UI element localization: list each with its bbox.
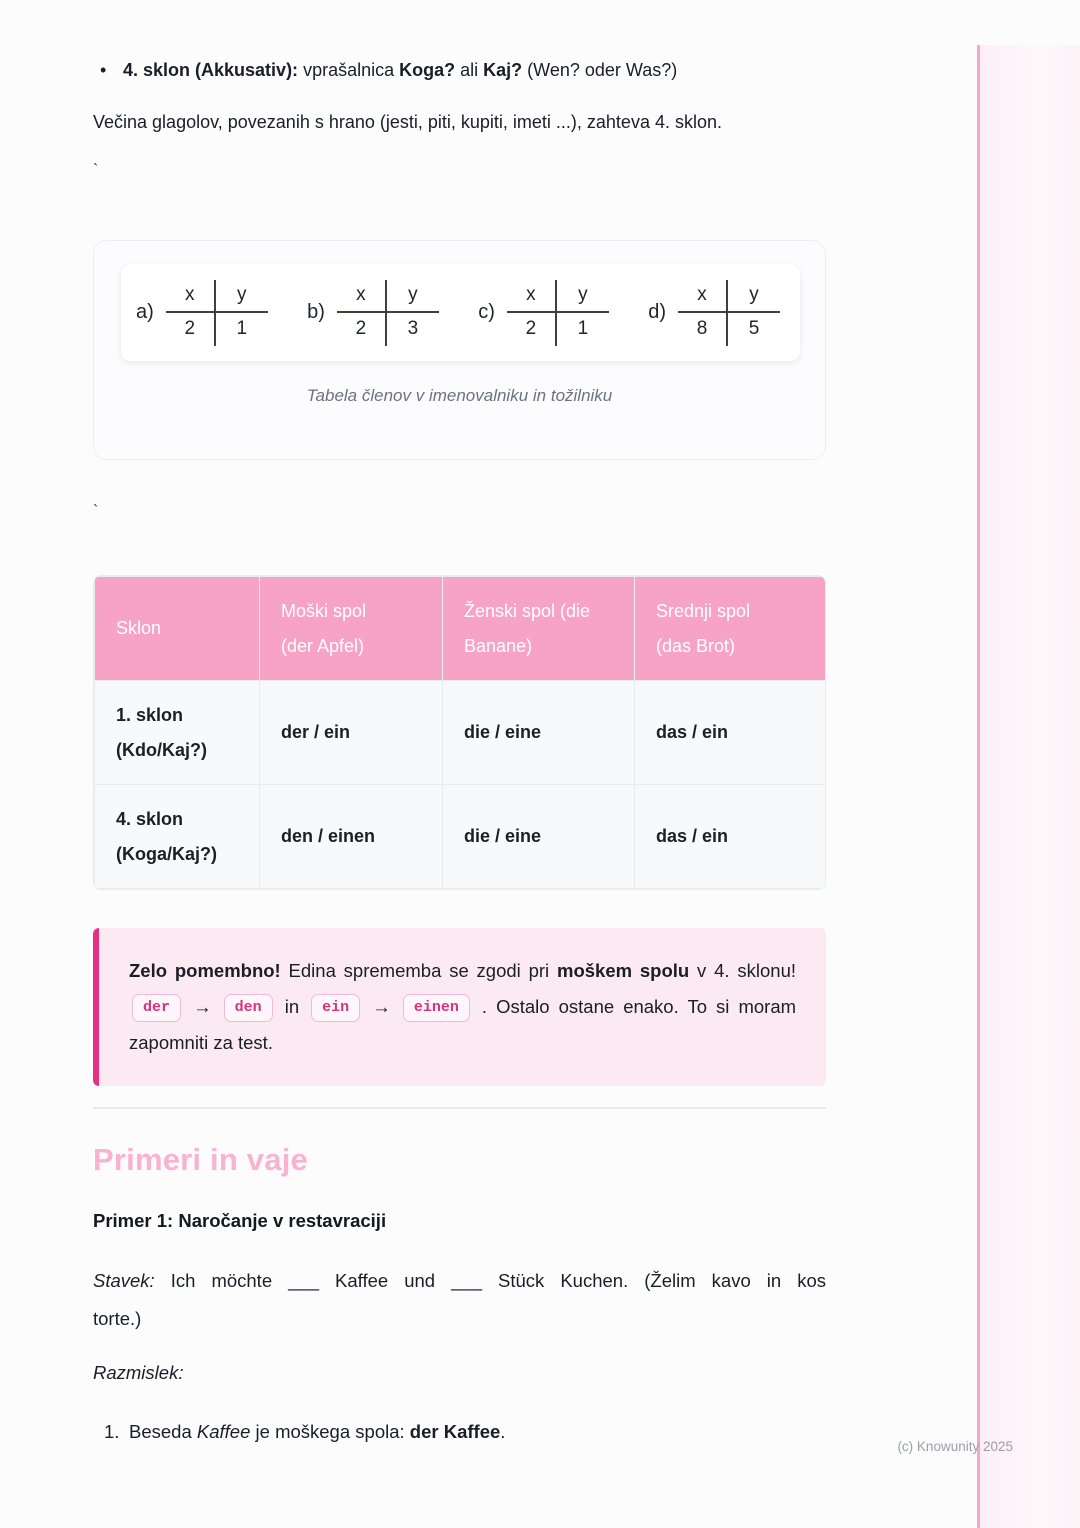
fraction-item-b	[307, 280, 439, 346]
arrow-right-icon: →	[372, 996, 391, 1017]
fraction-label: b)	[307, 301, 325, 323]
declension-table	[93, 575, 826, 890]
fraction-table	[678, 280, 780, 346]
arrow-right-icon: →	[193, 996, 212, 1017]
text-segment: . Ostalo ostane enako. To si moram zapomniti za test.	[129, 996, 797, 1053]
fraction-item-c	[478, 280, 609, 346]
header-cell-feminine	[443, 577, 635, 681]
fraction-cell: y	[387, 280, 439, 313]
sentence-label: Stavek:	[93, 1270, 155, 1291]
fraction-strip	[121, 264, 800, 361]
fraction-cell: 1	[577, 318, 589, 339]
callout-emphasis: moškem spolu	[557, 960, 690, 981]
stray-backtick: `	[93, 162, 99, 179]
fraction-cell: 2	[337, 313, 387, 346]
row-label-line: 4. sklon	[116, 808, 184, 829]
header-line: (der Apfel)	[281, 635, 365, 656]
sentence-line	[93, 1262, 826, 1300]
table-row	[95, 785, 827, 889]
table-cell: die / eine	[443, 785, 635, 889]
text-segment: .	[500, 1421, 506, 1442]
example-sentence	[93, 1262, 826, 1338]
question-word-kaj: Kaj?	[483, 60, 523, 80]
fraction-cell: x	[337, 280, 387, 313]
table-cell: die / eine	[443, 681, 635, 785]
fraction-cell: 2	[507, 313, 557, 346]
row-label-line: (Kdo/Kaj?)	[116, 739, 207, 760]
page-edge-band	[980, 45, 1080, 1528]
header-line: Sklon	[116, 618, 162, 638]
inline-code-den: den	[224, 994, 273, 1022]
header-cell-neuter	[635, 577, 827, 681]
fraction-cell: 8	[678, 313, 728, 346]
sentence-line: torte.)	[93, 1308, 142, 1329]
fraction-cell: y	[216, 280, 268, 313]
intro-bullet-item	[100, 56, 826, 84]
thought-label: Razmislek:	[93, 1362, 184, 1383]
header-line: (das Brot)	[656, 635, 736, 656]
fraction-cell: y	[557, 280, 609, 313]
fraction-label: d)	[648, 301, 666, 323]
fraction-label: c)	[478, 301, 495, 323]
text-segment: vprašalnica	[298, 60, 400, 80]
callout-text	[129, 953, 796, 1061]
intro-paragraph: Večina glagolov, povezanih s hrano (jesti, piti, kupiti, imeti ...), zahteva 4. sklon.	[93, 112, 722, 132]
text-segment: Ich möchte ___ Kaffee und ___ Stück Kuchen. (Želim kavo in kos	[154, 1270, 826, 1291]
text-segment: Beseda	[129, 1421, 197, 1442]
list-number: 1.	[104, 1421, 120, 1442]
question-word-koga: Koga?	[399, 60, 456, 80]
table-cell: das / ein	[635, 785, 827, 889]
important-callout	[93, 928, 826, 1086]
stray-backtick: `	[93, 503, 99, 520]
header-cell-masculine	[260, 577, 443, 681]
fraction-cell: x	[166, 280, 216, 313]
inline-code-der: der	[132, 994, 181, 1022]
table-header-row	[95, 577, 827, 681]
table-row	[95, 681, 827, 785]
fraction-cell: 5	[748, 318, 760, 339]
text-segment: (Wen? oder Was?)	[522, 60, 678, 80]
intro-bullet-text	[123, 56, 677, 84]
example-list-item	[104, 1418, 505, 1446]
fraction-cell: x	[678, 280, 728, 313]
example-title: Primer 1: Naročanje v restavraciji	[93, 1210, 387, 1231]
callout-emphasis: Zelo pomembno!	[129, 960, 281, 981]
table-cell: das / ein	[635, 681, 827, 785]
answer-der-kaffee: der Kaffee	[409, 1421, 501, 1442]
row-label-line: 1. sklon	[116, 704, 184, 725]
list-item-text	[129, 1418, 505, 1446]
inline-code-einen: einen	[403, 994, 470, 1022]
fraction-cell: x	[507, 280, 557, 313]
text-segment: in	[275, 996, 309, 1017]
page-edge-line	[977, 45, 980, 1528]
fraction-item-a	[136, 280, 268, 346]
text-segment: je moškega spola:	[250, 1421, 410, 1442]
inline-code-ein: ein	[311, 994, 360, 1022]
figure-caption: Tabela členov v imenovalniku in tožilniku	[306, 386, 613, 405]
copyright-notice: (c) Knowunity 2025	[897, 1439, 1013, 1454]
fraction-item-d	[648, 280, 780, 346]
text-segment: v 4. sklonu!	[689, 960, 797, 981]
case-term: 4. sklon (Akkusativ):	[123, 60, 299, 80]
fraction-cell: 1	[236, 318, 248, 339]
header-line: Banane)	[464, 635, 533, 656]
table-cell: der / ein	[260, 681, 443, 785]
text-segment: ali	[455, 60, 484, 80]
header-line: Srednji spol	[656, 600, 751, 621]
header-line: Ženski spol (die	[464, 600, 591, 621]
text-segment: Edina sprememba se zgodi pri	[280, 960, 557, 981]
row-label-nominative	[95, 681, 260, 785]
fraction-label: a)	[136, 301, 154, 323]
row-label-line: (Koga/Kaj?)	[116, 843, 217, 864]
word-kaffee: Kaffee	[196, 1421, 251, 1442]
header-line: Moški spol	[281, 600, 367, 621]
fraction-cell: y	[728, 280, 780, 313]
table-cell: den / einen	[260, 785, 443, 889]
section-heading: Primeri in vaje	[93, 1142, 308, 1177]
section-divider	[93, 1107, 826, 1109]
fraction-cell: 2	[166, 313, 216, 346]
bullet-icon: •	[100, 60, 107, 80]
fraction-table	[507, 280, 609, 346]
header-cell-sklon	[95, 577, 260, 681]
figure-card	[93, 240, 826, 460]
fraction-table	[166, 280, 268, 346]
row-label-accusative	[95, 785, 260, 889]
fraction-cell: 3	[407, 318, 419, 339]
fraction-table	[337, 280, 439, 346]
